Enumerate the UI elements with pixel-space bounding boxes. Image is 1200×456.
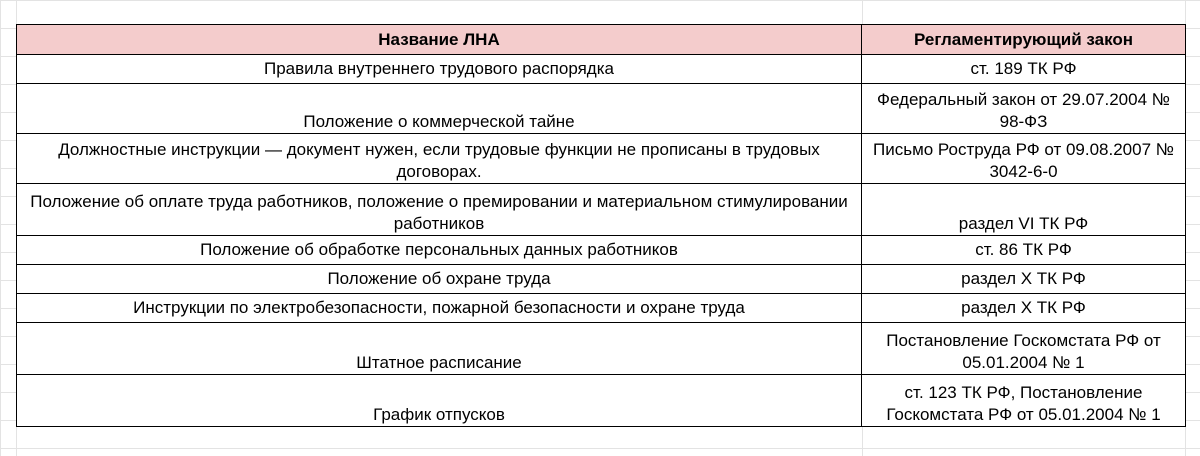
header-cell-law[interactable]: Регламентирующий закон [862,25,1186,55]
cell-name[interactable]: Положение о коммерческой тайне [17,84,862,134]
cell-law[interactable]: раздел X ТК РФ [862,265,1186,294]
cell-name[interactable]: Должностные инструкции — документ нужен, если трудовые функции не прописаны в трудовых договорах. [17,134,862,184]
cell-name[interactable]: Положение об обработке персональных данных работников [17,236,862,265]
table-row [17,294,1186,323]
table-row [17,84,1186,134]
cell-law[interactable]: раздел VI ТК РФ [862,184,1186,236]
cell-name[interactable]: Положение об охране труда [17,265,862,294]
cell-law[interactable]: Постановление Госкомстата РФ от 05.01.2004 № 1 [862,323,1186,375]
cell-name[interactable]: Штатное расписание [17,323,862,375]
cell-law[interactable]: ст. 123 ТК РФ, Постановление Госкомстата РФ от 05.01.2004 № 1 [862,375,1186,427]
cell-law[interactable]: Федеральный закон от 29.07.2004 № 98-ФЗ [862,84,1186,134]
cell-name[interactable]: Правила внутреннего трудового распорядка [17,55,862,84]
table-row [17,134,1186,184]
lna-table [16,24,1186,427]
header-row [17,25,1186,55]
cell-law[interactable]: ст. 189 ТК РФ [862,55,1186,84]
cell-law[interactable]: раздел X ТК РФ [862,294,1186,323]
cell-law[interactable]: ст. 86 ТК РФ [862,236,1186,265]
table-row [17,265,1186,294]
cell-law[interactable]: Письмо Роструда РФ от 09.08.2007 № 3042-6-0 [862,134,1186,184]
cell-name[interactable]: График отпусков [17,375,862,427]
cell-name[interactable]: Инструкции по электробезопасности, пожарной безопасности и охране труда [17,294,862,323]
table-row [17,323,1186,375]
table-row [17,375,1186,427]
table-row [17,55,1186,84]
header-cell-name[interactable]: Название ЛНА [17,25,862,55]
cell-name[interactable]: Положение об оплате труда работников, положение о премировании и материальном стимулировании работников [17,184,862,236]
table-row [17,236,1186,265]
table-row [17,184,1186,236]
